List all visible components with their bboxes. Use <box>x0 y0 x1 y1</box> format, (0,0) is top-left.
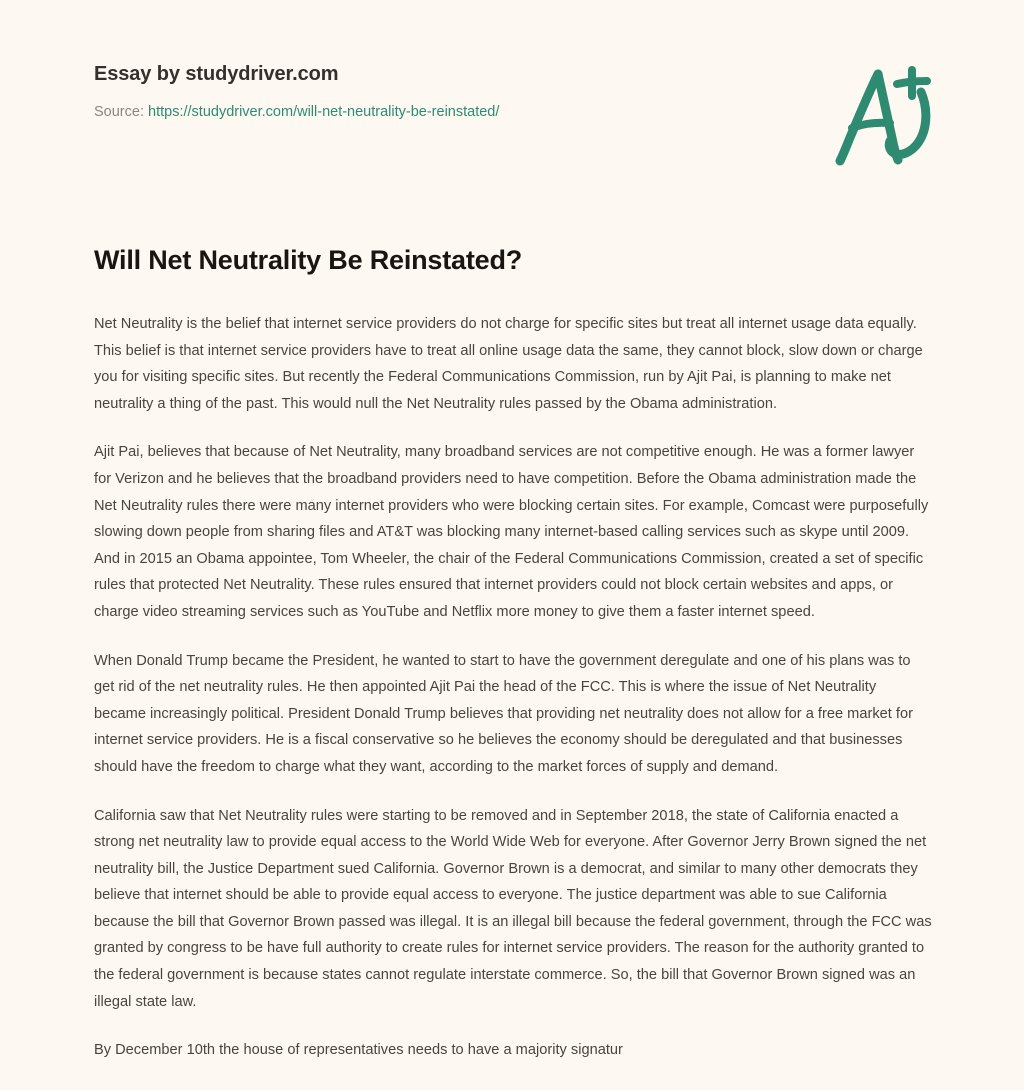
article-paragraph: Ajit Pai, believes that because of Net Neutrality, many broadband services are not competitive enough. He was a former lawyer for Verizon and he believes that the broadband providers need to have competition. Before the Obama administration made the Net Neutrality rules there were many internet providers who were blocking certain sites. For example, Comcast were purposefully slowing down people from sharing files and AT&T was blocking many internet-based calling services such as skype until 2009. And in 2015 an Obama appointee, Tom Wheeler, the chair of the Federal Communications Commission, created a set of specific rules that protected Net Neutrality. These rules ensured that internet providers could not block certain websites and apps, or charge video streaming services such as YouTube and Netflix more money to give them a faster internet speed. <box>94 444 929 620</box>
page-header <box>0 0 1024 200</box>
brand-title: Essay by studydriver.com <box>94 63 339 85</box>
article-paragraph-truncated: By December 10th the house of representatives needs to have a majority signatur <box>94 1042 623 1059</box>
source-url-link[interactable]: https://studydriver.com/will-net-neutrality-be-reinstated/ <box>148 104 500 120</box>
source-line <box>94 102 794 122</box>
source-label: Source: <box>94 104 144 120</box>
article-paragraph: When Donald Trump became the President, he wanted to start to have the government deregulate and one of his plans was to get rid of the net neutrality rules. He then appointed Ajit Pai the head of the FCC. This is where the issue of Net Neutrality became increasingly political. President Donald Trump believes that providing net neutrality does not allow for a free market for internet service providers. He is a fiscal conservative so he believes the economy should be deregulated and that businesses should have the freedom to charge what they want, according to the market forces of supply and demand. <box>94 652 913 775</box>
studydriver-logo[interactable] <box>826 62 946 172</box>
article <box>94 243 932 1064</box>
page-title: Will Net Neutrality Be Reinstated? <box>94 245 523 275</box>
article-paragraph: Net Neutrality is the belief that internet service providers do not charge for specific sites but treat all internet usage data equally. This belief is that internet service providers have to treat all online usage data the same, they cannot block, slow down or charge you for visiting specific sites. But recently the Federal Communications Commission, run by Ajit Pai, is planning to make net neutrality a thing of the past. This would null the Net Neutrality rules passed by the Obama administration. <box>94 316 923 412</box>
article-body <box>94 311 932 1064</box>
article-paragraph: California saw that Net Neutrality rules were starting to be removed and in September 2018, the state of California enacted a strong net neutrality law to provide equal access to the World Wide Web for everyone. After Governor Jerry Brown signed the net neutrality bill, the Justice Department sued California. Governor Brown is a democrat, and similar to many other democrats they believe that internet should be able to provide equal access to everyone. The justice department was able to sue California because the bill that Governor Brown passed was illegal. It is an illegal bill because the federal government, through the FCC was granted by congress to be have full authority to create rules for internet service providers. The reason for the authority granted to the federal government is because states cannot regulate interstate commerce. So, the bill that Governor Brown signed was an illegal state law. <box>94 807 932 1010</box>
brand-block <box>94 60 794 122</box>
a-plus-logo-icon <box>826 62 946 172</box>
